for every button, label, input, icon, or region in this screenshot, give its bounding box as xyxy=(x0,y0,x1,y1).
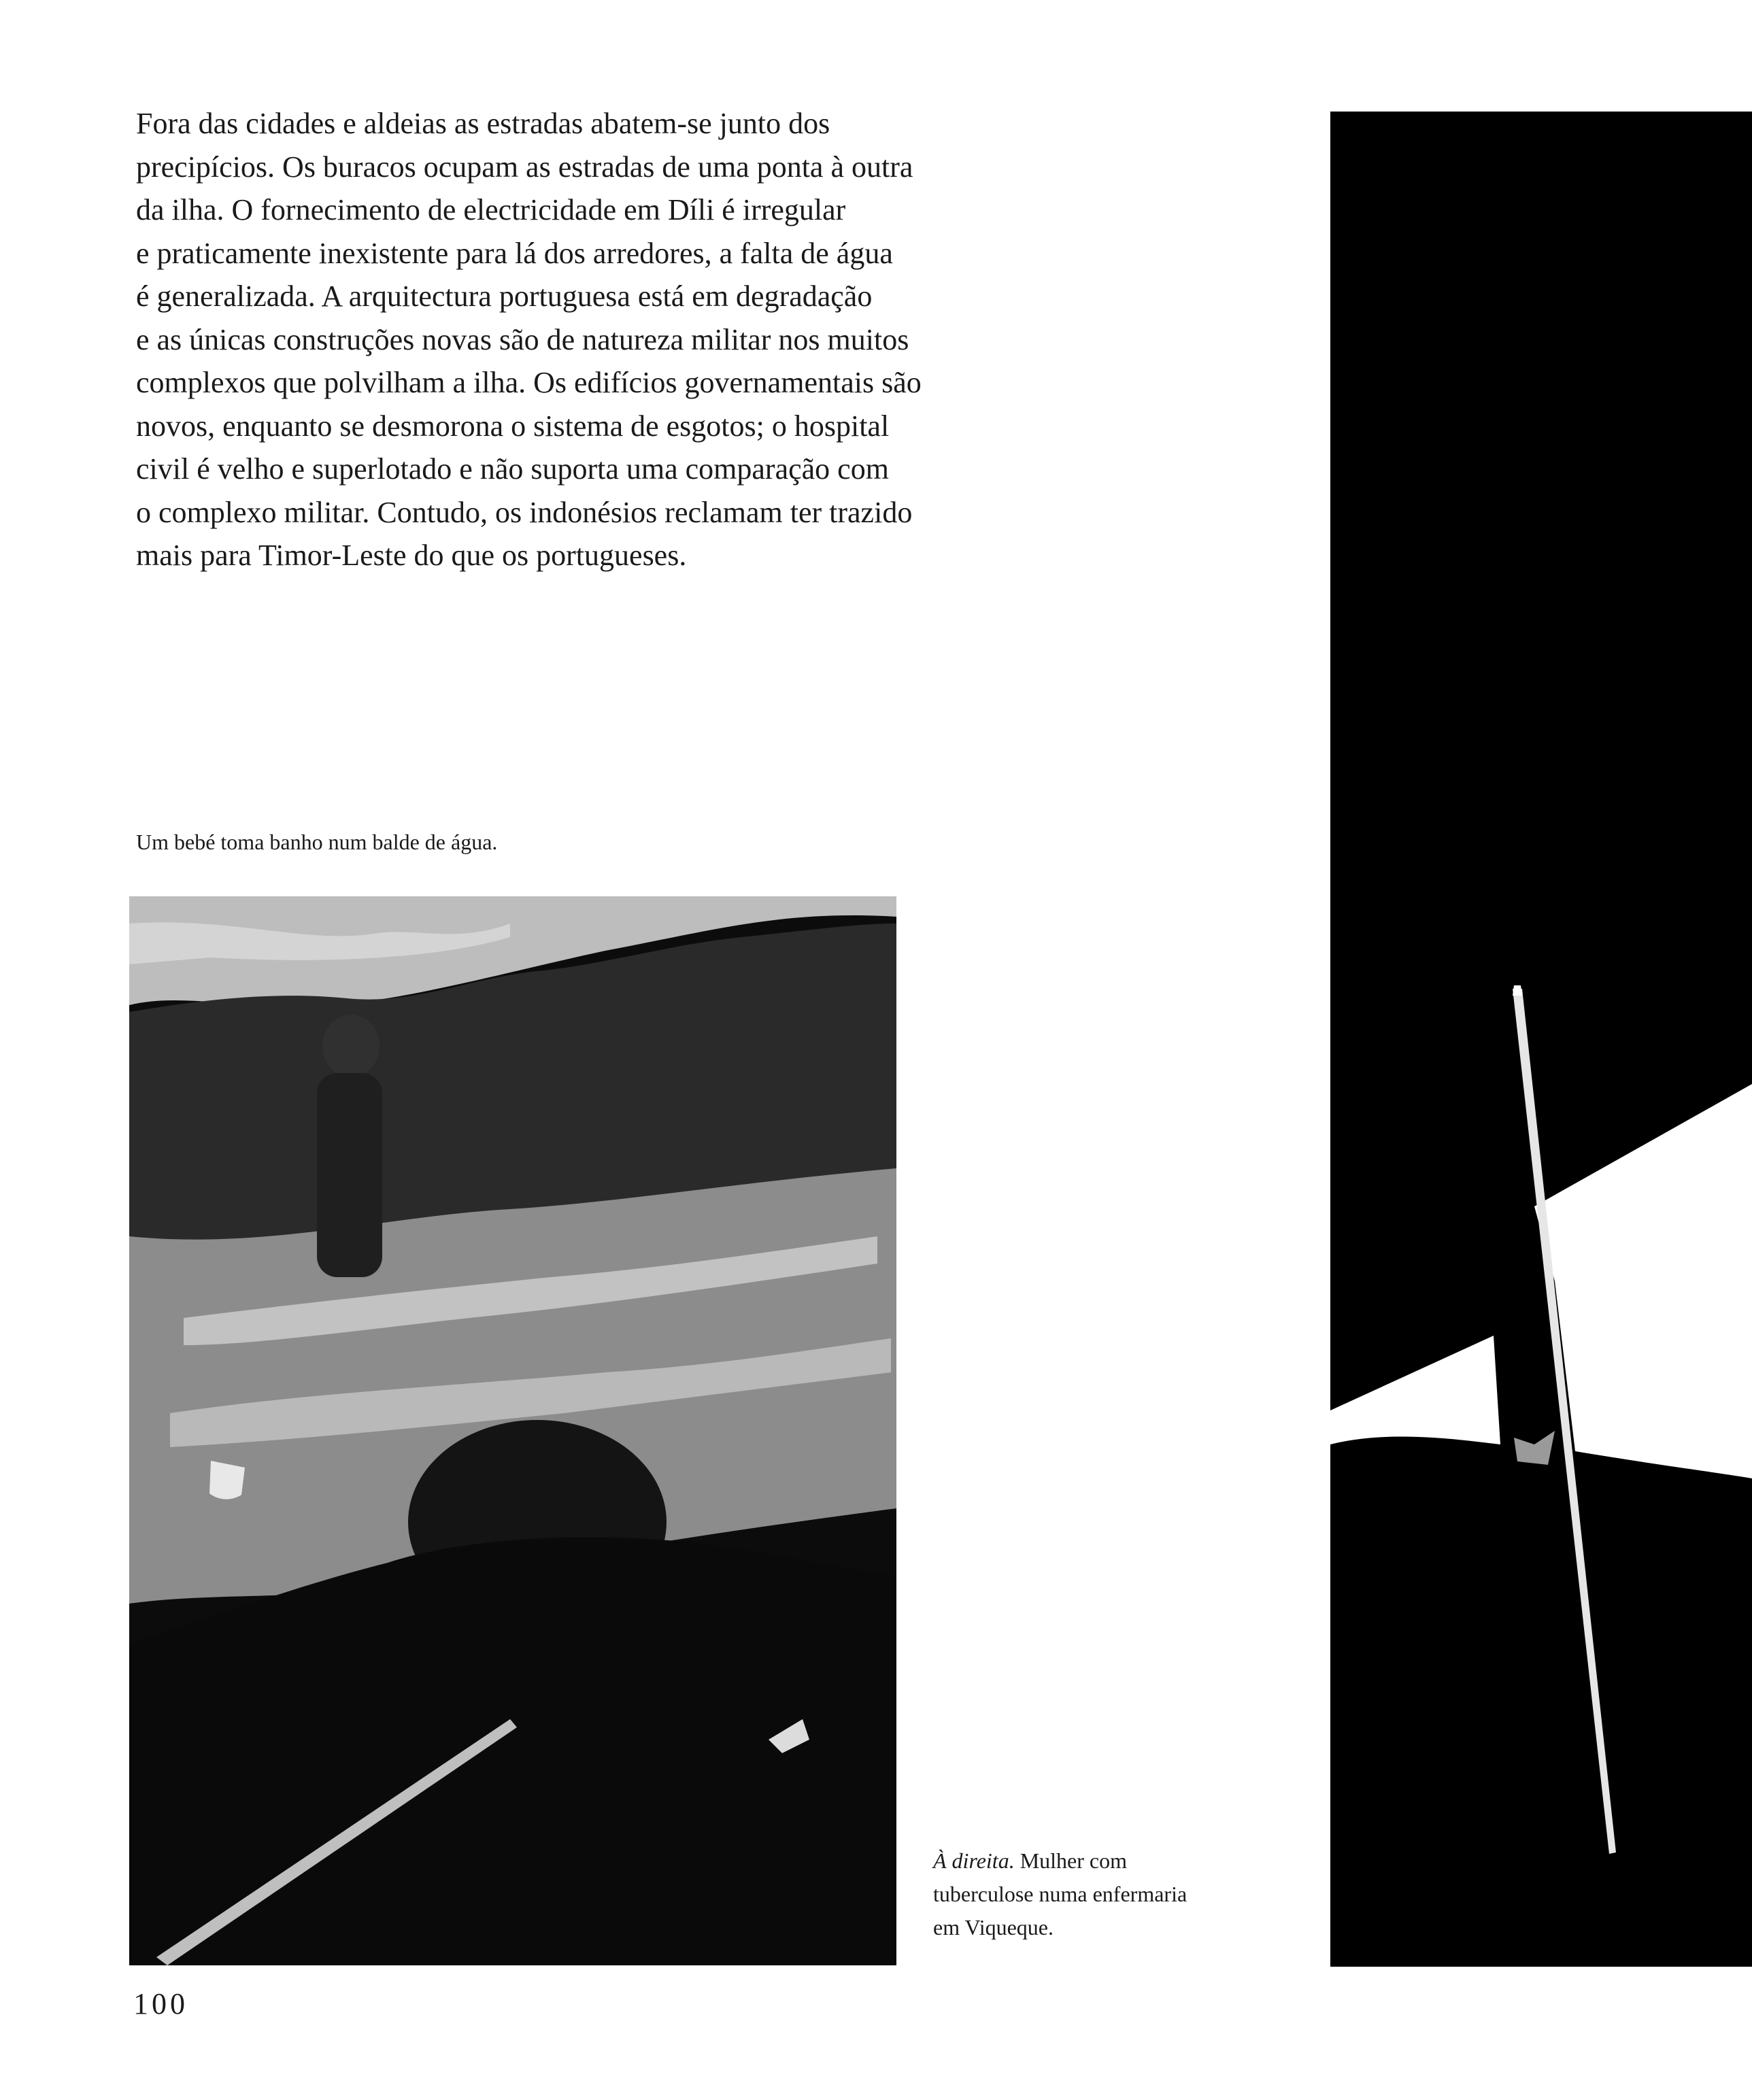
body-text-line: e as únicas construções novas são de natureza militar nos muitos xyxy=(136,322,909,356)
photo-child-head xyxy=(322,1015,380,1077)
caption-right-line: tuberculose numa enfermaria xyxy=(933,1882,1187,1906)
photo-caption-bathing: Um bebé toma banho num balde de água. xyxy=(136,830,498,854)
body-text-line: complexos que polvilham a ilha. Os edifícios governamentais são xyxy=(136,366,922,399)
caption-right-line: em Viqueque. xyxy=(933,1915,1054,1940)
body-text-line: o complexo militar. Contudo, os indonésios reclamam ter trazido xyxy=(136,495,913,529)
body-text-line: civil é velho e superlotado e não suporta uma comparação com xyxy=(136,452,889,486)
caption-right-lead: À direita. xyxy=(933,1848,1015,1873)
photo-tuberculosis-ward xyxy=(1330,112,1752,1967)
photo-child-body xyxy=(317,1073,382,1277)
photo-background xyxy=(1330,112,1752,1967)
page-number: 100 xyxy=(133,1987,188,2020)
body-text-line: mais para Timor-Leste do que os portugueses. xyxy=(136,539,687,572)
photo-bucket xyxy=(209,1461,245,1500)
photo-iv-pole-top xyxy=(1513,985,1522,996)
photo-baby-bathing-image xyxy=(129,896,896,1965)
body-text-line: e praticamente inexistente para lá dos arredores, a falta de água xyxy=(136,236,893,270)
caption-right-line xyxy=(933,1844,1246,1878)
photo-tuberculosis-ward-image xyxy=(1330,112,1752,1967)
photo-caption-tuberculosis xyxy=(933,1844,1246,1944)
photo-baby-bathing xyxy=(129,896,896,1965)
body-text-line: é generalizada. A arquitectura portuguesa está em degradação xyxy=(136,280,873,313)
body-text-line: da ilha. O fornecimento de electricidade em Díli é irregular xyxy=(136,193,846,226)
body-text xyxy=(136,102,952,577)
body-text-line: Fora das cidades e aldeias as estradas abatem-se junto dos xyxy=(136,107,830,140)
body-text-line: novos, enquanto se desmorona o sistema de esgotos; o hospital xyxy=(136,409,890,443)
body-text-line: precipícios. Os buracos ocupam as estradas de uma ponta à outra xyxy=(136,150,913,184)
caption-right-line1-rest: Mulher com xyxy=(1014,1848,1127,1873)
